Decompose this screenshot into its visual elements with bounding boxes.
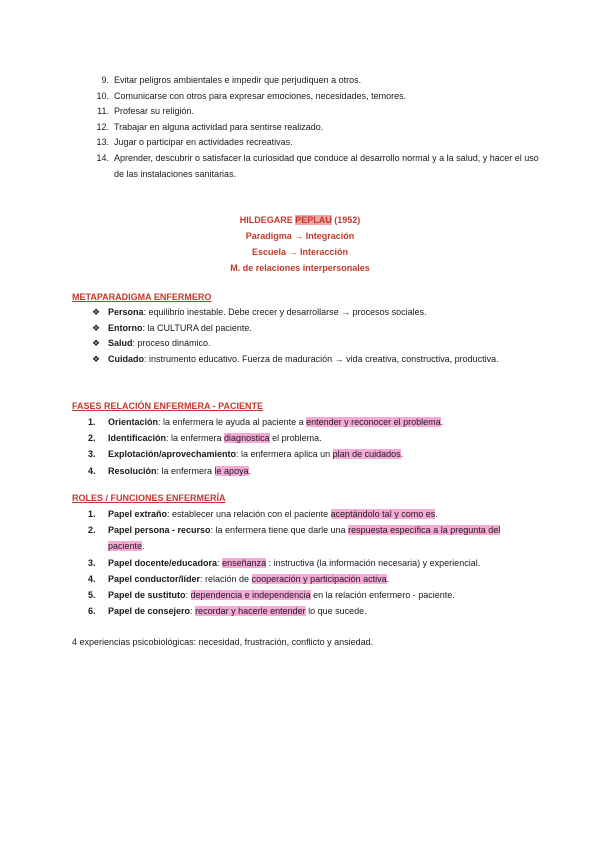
fases-list	[88, 414, 538, 479]
list-item: ❖ Cuidado: instrumento educativo. Fuerza de maduración → vida creativa, constructiva, productiva.	[92, 352, 532, 368]
list-item: 6. Papel de consejero: recordar y hacerle entender lo que sucede.	[88, 606, 367, 617]
list-item: 10. Comunicarse con otros para expresar emociones, necesidades, temores.	[96, 90, 407, 101]
list-item: 3. Papel docente/educadora: enseñanza : instructiva (la información necesaria) y experiencial.	[88, 557, 481, 568]
model-line: M. de relaciones interpersonales	[230, 263, 370, 273]
list-item: 1. Orientación: la enfermera le ayuda al paciente a entender y reconocer el problema.	[88, 417, 444, 427]
diamond-bullet-icon: ❖	[92, 353, 101, 364]
list-item: 11. Profesar su religión.	[97, 106, 195, 117]
paradigm-line: Paradigma → Integración	[245, 231, 355, 241]
theorist-header	[0, 212, 600, 276]
fases-title: FASES RELACIÓN ENFERMERA - PACIENTE	[72, 401, 264, 411]
list-item: 1. Papel extraño: establecer una relación con el paciente aceptándolo tal y como es.	[88, 509, 438, 519]
diamond-bullet-icon: ❖	[92, 322, 101, 333]
footer-note: 4 experiencias psicobiológicas: necesidad, frustración, conflicto y ansiedad.	[72, 637, 374, 647]
diamond-bullet-icon: ❖	[92, 307, 101, 317]
list-item: 2. Papel persona - recurso: la enfermera tiene que darle una respuesta específica a la pregunta del paciente.	[88, 525, 501, 552]
theorist-name: HILDEGARE PEPLAU (1952)	[239, 215, 361, 225]
list-item: 3. Explotación/aprovechamiento: la enfermera aplica un plan de cuidados.	[88, 449, 404, 460]
school-line: Escuela → Interacción	[251, 247, 349, 257]
list-item: ❖ Persona: equilibrio inestable. Debe crecer y desarrollarse → procesos sociales.	[92, 305, 532, 321]
list-item: ❖ Salud: proceso dinámico.	[92, 336, 532, 352]
roles-list	[88, 506, 538, 619]
list-item: 5. Papel de sustituto: dependencia e independencia en la relación enfermero - paciente.	[88, 590, 455, 601]
list-item: 12. Trabajar en alguna actividad para sentirse realizado.	[96, 121, 324, 132]
list-item: 14. Aprender, descubrir o satisfacer la curiosidad que conduce al desarrollo normal y a la salud, y hacer el uso de las instalaciones sanitarias.	[96, 152, 539, 179]
list-item: ❖ Entorno: la CULTURA del paciente.	[92, 321, 532, 337]
list-item: 9. Evitar peligros ambientales e impedir que perjudiquen a otros.	[101, 75, 362, 85]
needs-list	[92, 73, 542, 182]
roles-title: ROLES / FUNCIONES ENFERMERÍA	[72, 493, 226, 503]
list-item: 4. Papel conductor/líder: relación de cooperación y participación activa.	[88, 573, 390, 584]
metaparadigma-title: METAPARADIGMA ENFERMERO	[72, 292, 212, 302]
metaparadigma-list	[92, 305, 532, 367]
list-item: 4. Resolución: la enfermera le apoya.	[88, 465, 252, 476]
list-item: 2. Identificación: la enfermera diagnostica el problema.	[88, 433, 322, 444]
diamond-bullet-icon: ❖	[92, 338, 101, 349]
list-item: 13. Jugar o participar en actividades recreativas.	[96, 137, 293, 148]
